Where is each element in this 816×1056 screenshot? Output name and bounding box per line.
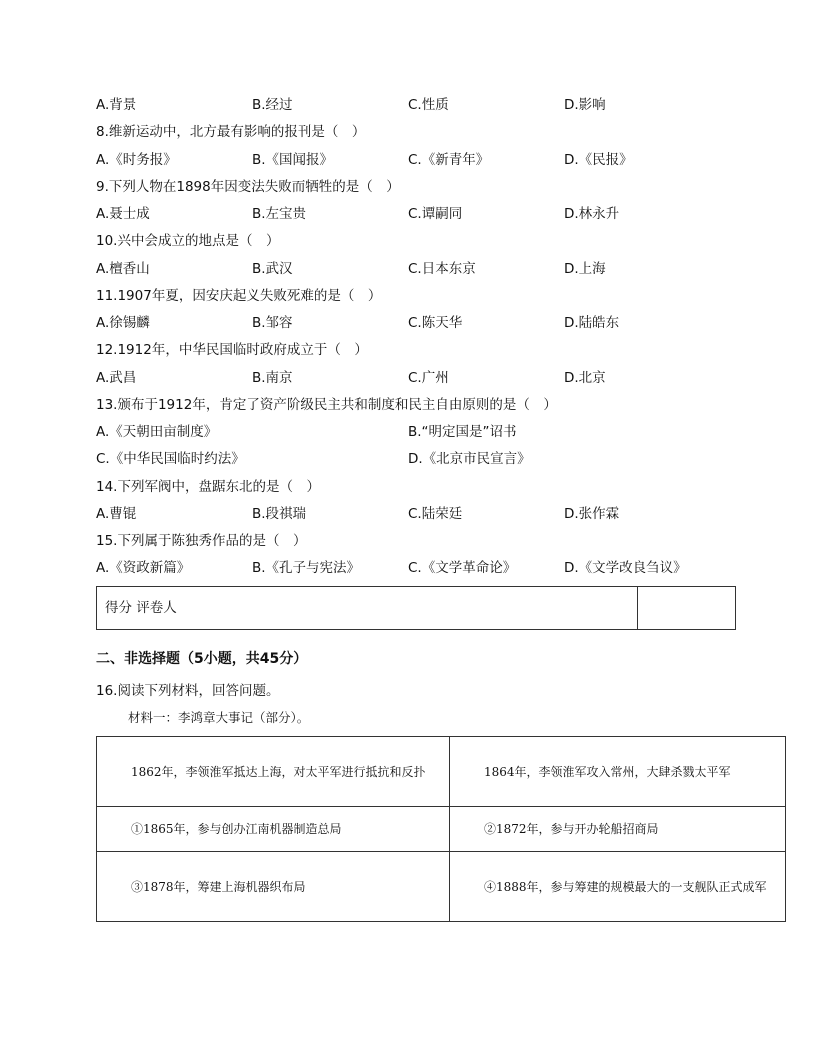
q8-option-d: D.《民报》	[564, 152, 633, 168]
q11-stem: 11.1907年夏，因安庆起义失败死难的是（ ）	[96, 288, 382, 304]
q14-option-d: D.张作霖	[564, 506, 620, 522]
q8-option-c: C.《新青年》	[408, 152, 490, 168]
q7-option-d: D.影响	[564, 97, 606, 113]
table-row	[97, 852, 786, 922]
table-row	[97, 737, 786, 807]
score-box	[96, 586, 736, 630]
q8-option-b: B.《国闻报》	[252, 152, 334, 168]
q15-option-a: A.《资政新篇》	[96, 560, 191, 576]
q10-option-c: C.日本东京	[408, 261, 476, 277]
q14-option-a: A.曹锟	[96, 506, 137, 522]
q13-option-a: A.《天朝田亩制度》	[96, 424, 218, 440]
table-cell: ②1872年，参与开办轮船招商局	[450, 807, 786, 852]
q7-option-a: A.背景	[96, 97, 137, 113]
table-cell: ④1888年，参与筹建的规模最大的一支舰队正式成军	[450, 852, 786, 922]
q13-stem: 13.颁布于1912年，肯定了资产阶级民主共和制度和民主自由原则的是（ ）	[96, 397, 557, 413]
q9-option-b: B.左宝贵	[252, 206, 307, 222]
q16-stem: 16.阅读下列材料，回答问题。	[96, 683, 280, 699]
q7-option-b: B.经过	[252, 97, 293, 113]
q10-option-a: A.檀香山	[96, 261, 150, 277]
q10-stem: 10.兴中会成立的地点是（ ）	[96, 233, 280, 249]
table-cell: 1864年，李领淮军攻入常州，大肆杀戮太平军	[450, 737, 786, 807]
q11-option-d: D.陆皓东	[564, 315, 620, 331]
table-cell: ①1865年，参与创办江南机器制造总局	[97, 807, 450, 852]
q12-option-b: B.南京	[252, 370, 293, 386]
q10-option-b: B.武汉	[252, 261, 293, 277]
q11-option-b: B.邹容	[252, 315, 293, 331]
q10-option-d: D.上海	[564, 261, 606, 277]
q14-option-b: B.段祺瑞	[252, 506, 307, 522]
table-cell: 1862年，李领淮军抵达上海，对太平军进行抵抗和反扑	[97, 737, 450, 807]
table-cell: ③1878年，筹建上海机器织布局	[97, 852, 450, 922]
section-heading: 二、非选择题（5小题，共45分）	[96, 651, 308, 667]
q14-stem: 14.下列军阀中，盘踞东北的是（ ）	[96, 479, 320, 495]
q11-option-a: A.徐锡麟	[96, 315, 150, 331]
q7-option-c: C.性质	[408, 97, 449, 113]
q8-stem: 8.维新运动中，北方最有影响的报刊是（ ）	[96, 124, 366, 140]
q15-option-b: B.《孔子与宪法》	[252, 560, 361, 576]
q12-option-c: C.广州	[408, 370, 449, 386]
q11-option-c: C.陈天华	[408, 315, 463, 331]
q15-option-d: D.《文学改良刍议》	[564, 560, 687, 576]
q15-option-c: C.《文学革命论》	[408, 560, 517, 576]
q9-option-d: D.林永升	[564, 206, 620, 222]
q14-option-c: C.陆荣廷	[408, 506, 463, 522]
q12-option-d: D.北京	[564, 370, 606, 386]
q9-option-a: A.聂士成	[96, 206, 150, 222]
q8-option-a: A.《时务报》	[96, 152, 177, 168]
events-table	[96, 736, 786, 922]
material-intro: 材料一：李鸿章大事记（部分）。	[128, 710, 310, 725]
score-label: 得分 评卷人	[105, 600, 177, 616]
q12-option-a: A.武昌	[96, 370, 137, 386]
q13-option-b: B.“明定国是”诏书	[408, 424, 517, 440]
q13-option-c: C.《中华民国临时约法》	[96, 451, 245, 467]
table-row	[97, 807, 786, 852]
q9-stem: 9.下列人物在1898年因变法失败而牺牲的是（ ）	[96, 179, 400, 195]
score-divider	[637, 587, 638, 629]
q12-stem: 12.1912年，中华民国临时政府成立于（ ）	[96, 342, 368, 358]
q9-option-c: C.谭嗣同	[408, 206, 463, 222]
q13-option-d: D.《北京市民宣言》	[408, 451, 531, 467]
q15-stem: 15.下列属于陈独秀作品的是（ ）	[96, 533, 307, 549]
